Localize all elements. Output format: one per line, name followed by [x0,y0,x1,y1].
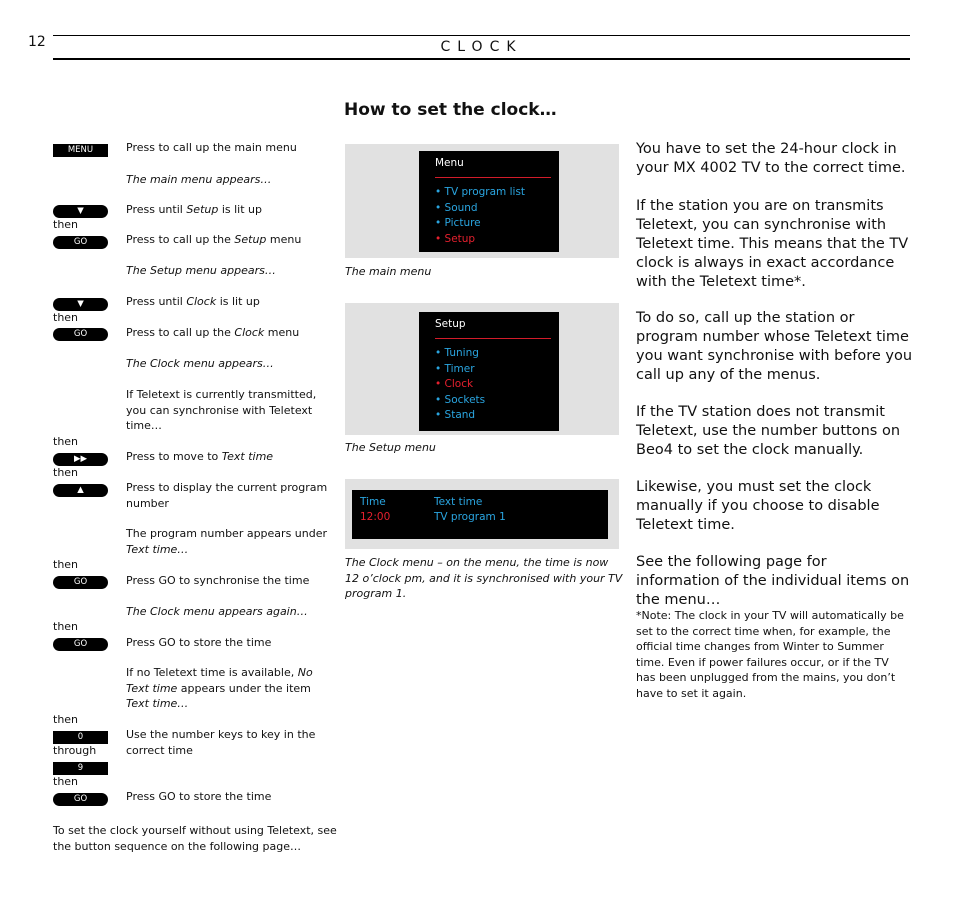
setup-menu-list [435,346,485,424]
step-call-main-menu: Press to call up the main menu [126,141,297,154]
step-number-keys: Use the number keys to key in the correct time [126,728,316,757]
main-menu-caption: The main menu [345,265,432,278]
step-program-appears: The program number appears under Text time… [126,527,328,556]
clock-time-label: Time [360,496,386,508]
clock-menu-screen [352,490,608,539]
step-display-program: Press to display the current program number [126,481,328,510]
through-label: through [53,744,97,757]
go-key: GO [53,793,108,806]
clock-menu-panel [345,479,619,549]
step-store-time: Press GO to store the time [126,636,272,649]
body-paragraph-6: See the following page for information of the individual items on the menu… [636,554,910,608]
header-rule-top [53,35,910,36]
then-label: then [53,558,79,571]
menu-item-stand: • Stand [435,409,476,421]
menu-key: MENU [53,144,108,157]
menu-item-clock: • Clock [435,378,474,390]
setup-menu-title: Setup [435,318,466,330]
body-paragraph-4: If the TV station does not transmit Teletext, use the number buttons on Beo4 to set the clock manually. [636,404,901,458]
then-label: then [53,435,79,448]
step-clock-appears-again: The Clock menu appears again… [126,605,308,618]
then-label: then [53,620,79,633]
page-heading: How to set the clock… [344,100,557,120]
step-setup-appears: The Setup menu appears… [126,264,276,277]
go-key: GO [53,328,108,341]
then-label: then [53,311,79,324]
clock-text-time-label: Text time [434,496,483,508]
menu-item-sound: • Sound [435,201,478,214]
clock-text-time-value: TV program 1 [434,511,506,523]
down-arrow-key: ▼ [53,298,108,311]
section-title: CLOCK [440,39,523,55]
menu-item-tuning: • Tuning [435,347,479,359]
step-until-clock: Press until Clock is lit up [126,295,260,308]
step-move-text-time: Press to move to Text time [126,450,274,463]
setup-menu-screen [419,312,559,431]
then-label: then [53,713,79,726]
fast-forward-key: ▶▶ [53,453,108,466]
up-arrow-key: ▲ [53,484,108,497]
go-key: GO [53,236,108,249]
step-clock-appears: The Clock menu appears… [126,357,274,370]
menu-item-timer: • Timer [435,362,475,375]
setup-menu-caption: The Setup menu [345,441,436,454]
step-call-clock: Press to call up the Clock menu [126,326,300,339]
body-paragraph-2: If the station you are on transmits Teletext, you can synchronise with Teletext time. This means that the TV clock is always in exact accordance with the Teletext time*. [636,198,909,290]
menu-item-picture: • Picture [435,217,481,229]
main-menu-title: Menu [435,157,464,169]
clock-time-value: 12:00 [360,511,391,523]
down-arrow-key: ▼ [53,205,108,218]
go-key: GO [53,638,108,651]
menu-item-setup: • Setup [435,232,476,245]
step-synchronise: Press GO to synchronise the time [126,574,310,587]
main-menu-screen [419,151,559,252]
then-label: then [53,466,79,479]
footer-note: To set the clock yourself without using Teletext, see the button sequence on the following page… [53,824,337,853]
body-paragraph-5: Likewise, you must set the clock manually if you choose to disable Teletext time. [636,479,880,533]
setup-menu-panel [345,303,619,435]
number-key-9: 9 [53,762,108,775]
step-teletext-info: If Teletext is currently transmitted, you can synchronise with Teletext time… [126,388,317,432]
then-label: then [53,775,79,788]
footnote: *Note: The clock in your TV will automatically be set to the correct time when, for example, the official time changes from Winter to Summer time. Even if power failures occur, or if the TV has been unplugged from the mains, you don’t have to set it again. [636,609,904,700]
body-paragraph-3: To do so, call up the station or program number whose Teletext time you want synchronise with before you call up any of the menus. [636,310,913,383]
menu-item-sockets: • Sockets [435,393,486,406]
body-paragraph-1: You have to set the 24-hour clock in your MX 4002 TV to the correct time. [636,141,906,176]
step-no-teletext: If no Teletext time is available, No Text time appears under the item Text time… [126,666,313,710]
step-store-time-final: Press GO to store the time [126,790,272,803]
main-menu-rule [435,177,551,178]
step-call-setup: Press to call up the Setup menu [126,233,302,246]
setup-menu-rule [435,338,551,339]
number-key-0: 0 [53,731,108,744]
menu-item-tv-program-list: • TV program list [435,186,526,198]
step-until-setup: Press until Setup is lit up [126,203,262,216]
step-main-menu-appears: The main menu appears… [126,173,272,186]
main-menu-list [435,185,525,247]
header-rule-bottom [53,58,910,60]
main-menu-panel [345,144,619,258]
page-number: 12 [28,34,46,50]
clock-menu-caption: The Clock menu – on the menu, the time is now 12 o’clock pm, and it is synchronised with your TV program 1. [345,556,623,600]
go-key: GO [53,576,108,589]
then-label: then [53,218,79,231]
